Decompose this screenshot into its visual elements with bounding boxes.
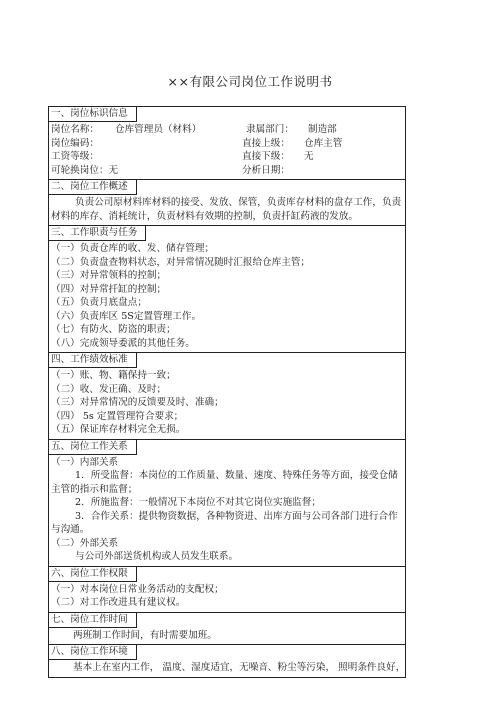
list-item: （一）账、物、籍保持一致； — [51, 370, 176, 381]
identification-row — [51, 150, 403, 164]
relation-paragraph: 3．合作关系：提供物资数据，各种物资进、出库方面与公司各部门进行合作与沟通。 — [51, 510, 398, 535]
performance-list — [49, 368, 405, 439]
section-heading: 三、工作职责与任务 — [49, 226, 146, 241]
section-authority — [48, 566, 406, 612]
identification-row — [51, 137, 403, 151]
section-heading: 四、工作绩效标准 — [49, 353, 137, 368]
section-overview — [48, 179, 406, 225]
authority-list — [49, 582, 405, 612]
identification-row — [51, 123, 403, 137]
section-identification — [48, 106, 406, 179]
section-working-hours — [48, 612, 406, 645]
field-value — [111, 150, 242, 164]
relation-paragraph: 1．所受监督：本岗位的工作质量、数量、速度、特殊任务等方面，接受仓储主管的指示和监督； — [51, 470, 398, 495]
identification-grid — [49, 122, 405, 179]
relation-paragraph: 2．所施监督：一般情况下本岗位不对其它岗位实施监督； — [75, 497, 321, 508]
section-performance — [48, 352, 406, 439]
list-item: （六）负责库区 5S定置管理工作。 — [51, 310, 202, 322]
field-value: 无 — [304, 151, 314, 162]
field-label: 隶属部门： — [246, 124, 294, 135]
section-heading: 一、岗位标识信息 — [49, 107, 137, 122]
document-title: ××有限公司岗位工作说明书 — [167, 74, 333, 89]
relations-body — [49, 455, 405, 566]
field-label: 分析日期： — [242, 164, 290, 176]
list-item: （二）收、发正确、及时； — [51, 383, 167, 395]
list-item: （四） 5s 定置管理符合要求； — [51, 410, 184, 422]
list-item: （五）负责月底盘点； — [51, 297, 147, 308]
section-heading: 七、岗位工作时间 — [49, 613, 137, 628]
field-value: 制造部 — [308, 124, 337, 135]
section-heading: 二、岗位工作概述 — [49, 180, 137, 195]
section-heading: 八、岗位工作环境 — [49, 645, 137, 660]
section-responsibilities — [48, 225, 406, 352]
field-value — [304, 164, 403, 178]
field-label: 可轮换岗位：无 — [51, 164, 119, 176]
field-label: 工资等级： — [51, 151, 99, 162]
field-value — [111, 137, 242, 151]
job-description-table — [48, 106, 406, 678]
working-hours-text: 两班制工作时间，有时需要加班。 — [73, 629, 217, 641]
responsibility-list — [49, 241, 405, 352]
subsection-label: （二）外部关系 — [51, 537, 119, 549]
subsection-label: （一）内部关系 — [51, 456, 119, 468]
field-value: 仓库管理员（材料） — [115, 124, 202, 135]
section-heading: 五、岗位工作关系 — [49, 440, 137, 455]
section-environment — [48, 644, 406, 678]
list-item: （八）完成领导委派的其他任务。 — [51, 337, 195, 349]
environment-text: 基本上在室内工作， 温度、湿度适宜，无噪音、粉尘等污染， 照明条件良好， — [73, 662, 405, 673]
list-item: （三）对异常领料的控制； — [51, 270, 167, 281]
list-item: （四）对异常扦缸的控制； — [51, 283, 167, 295]
section-heading: 六、岗位工作权限 — [49, 567, 137, 582]
field-label: 岗位编码： — [51, 137, 99, 149]
list-item: （二）负责盘查物料状态，对异常情况随时汇报给仓库主管； — [51, 256, 311, 268]
overview-text: 负责公司原材料库材料的接受、发放、保管，负责库存材料的盘存工作，负责材料的库存、消耗统计，负责材料有效期的控制，负责扦缸药液的发放。 — [51, 197, 402, 222]
list-item: （七）有防火、防盗的职责； — [51, 324, 176, 335]
list-item: （三）对异常情况的反馈要及时、准确； — [51, 397, 224, 408]
section-relations — [48, 439, 406, 566]
list-item: （一）负责仓库的收、发、储存管理； — [51, 243, 215, 254]
list-item: （一）对本岗位日常业务活动的支配权； — [51, 583, 224, 595]
field-value: 仓库主管 — [304, 137, 343, 149]
relation-paragraph: 与公司外部送货机构或人员发生联系。 — [75, 551, 239, 562]
list-item: （五）保证库存材料完全无损。 — [51, 424, 186, 435]
field-label: 直接下级： — [242, 151, 290, 162]
identification-row — [51, 164, 403, 178]
field-label: 直接上级： — [242, 137, 290, 149]
list-item: （二）对工作改进具有建议权。 — [51, 597, 186, 608]
field-label: 岗位名称： — [51, 124, 99, 135]
